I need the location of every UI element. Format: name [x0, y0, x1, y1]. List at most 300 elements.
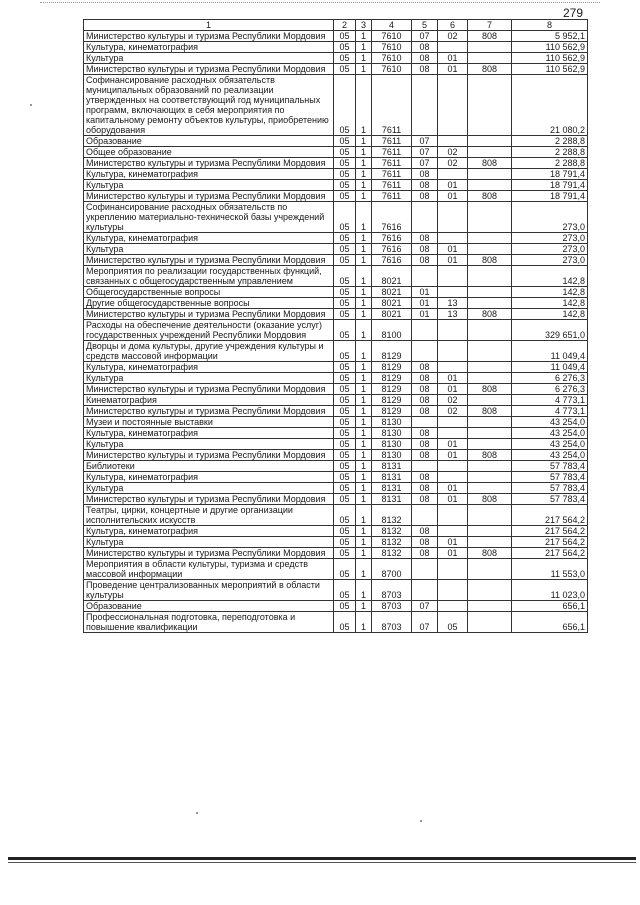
subsection-code: [438, 169, 468, 180]
code-cell: 1: [356, 266, 372, 287]
ministry-code: [468, 439, 512, 450]
code-cell: 05: [334, 580, 356, 601]
target-code: 7616: [372, 244, 412, 255]
section-code: [412, 75, 438, 136]
column-header: 3: [356, 20, 372, 31]
section-code: 01: [412, 298, 438, 309]
row-name: Культура: [84, 53, 334, 64]
ministry-code: [468, 298, 512, 309]
code-cell: 05: [334, 428, 356, 439]
row-name: Культура: [84, 483, 334, 494]
ministry-code: [468, 472, 512, 483]
subsection-code: 01: [438, 537, 468, 548]
target-code: 7611: [372, 158, 412, 169]
target-code: 8130: [372, 450, 412, 461]
row-name: Расходы на обеспечение деятельности (оказание услуг) государственных учреждений Республики Мордовия: [84, 320, 334, 341]
code-cell: 05: [334, 417, 356, 428]
table-row: [84, 42, 588, 53]
row-name: Министерство культуры и туризма Республики Мордовия: [84, 548, 334, 559]
code-cell: 05: [334, 75, 356, 136]
section-code: 01: [412, 309, 438, 320]
subsection-code: [438, 505, 468, 526]
row-name: Культура, кинематография: [84, 428, 334, 439]
section-code: 07: [412, 612, 438, 633]
amount: 217 564,2: [512, 526, 588, 537]
amount: 110 562,9: [512, 64, 588, 75]
subsection-code: [438, 580, 468, 601]
code-cell: 05: [334, 64, 356, 75]
amount: 57 783,4: [512, 472, 588, 483]
target-code: 8132: [372, 537, 412, 548]
subsection-code: [438, 472, 468, 483]
code-cell: 1: [356, 233, 372, 244]
target-code: 8131: [372, 461, 412, 472]
subsection-code: [438, 559, 468, 580]
ministry-code: 808: [468, 309, 512, 320]
section-code: [412, 580, 438, 601]
scan-speck: [420, 820, 422, 822]
code-cell: 1: [356, 406, 372, 417]
column-header: 1: [84, 20, 334, 31]
code-cell: 05: [334, 255, 356, 266]
ministry-code: [468, 202, 512, 233]
ministry-code: [468, 233, 512, 244]
target-code: 8703: [372, 612, 412, 633]
code-cell: 1: [356, 320, 372, 341]
bottom-scan-border: [8, 857, 636, 860]
target-code: 7616: [372, 202, 412, 233]
subsection-code: 01: [438, 244, 468, 255]
amount: 273,0: [512, 233, 588, 244]
code-cell: 05: [334, 505, 356, 526]
target-code: 8129: [372, 395, 412, 406]
amount: 142,8: [512, 309, 588, 320]
table-row: [84, 341, 588, 362]
section-code: 08: [412, 548, 438, 559]
subsection-code: 01: [438, 180, 468, 191]
subsection-code: [438, 136, 468, 147]
section-code: 07: [412, 601, 438, 612]
table-row: [84, 417, 588, 428]
row-name: Культура, кинематография: [84, 472, 334, 483]
amount: 2 288,8: [512, 147, 588, 158]
table-row: [84, 494, 588, 505]
subsection-code: 01: [438, 548, 468, 559]
amount: 217 564,2: [512, 548, 588, 559]
code-cell: 1: [356, 472, 372, 483]
code-cell: 1: [356, 612, 372, 633]
ministry-code: [468, 53, 512, 64]
row-name: Министерство культуры и туризма Республики Мордовия: [84, 384, 334, 395]
code-cell: 05: [334, 53, 356, 64]
ministry-code: [468, 417, 512, 428]
ministry-code: [468, 612, 512, 633]
code-cell: 1: [356, 548, 372, 559]
section-code: 08: [412, 450, 438, 461]
table-row: [84, 373, 588, 384]
section-code: [412, 559, 438, 580]
column-header: 5: [412, 20, 438, 31]
code-cell: 05: [334, 362, 356, 373]
ministry-code: 808: [468, 384, 512, 395]
target-code: 8700: [372, 559, 412, 580]
code-cell: 1: [356, 505, 372, 526]
table-row: [84, 428, 588, 439]
code-cell: 05: [334, 559, 356, 580]
table-row: [84, 202, 588, 233]
page-number: 279: [563, 6, 584, 20]
subsection-code: 05: [438, 612, 468, 633]
subsection-code: [438, 320, 468, 341]
amount: 6 276,3: [512, 373, 588, 384]
code-cell: 05: [334, 494, 356, 505]
table-row: [84, 136, 588, 147]
ministry-code: 808: [468, 191, 512, 202]
subsection-code: [438, 266, 468, 287]
amount: 11 049,4: [512, 341, 588, 362]
amount: 5 952,1: [512, 31, 588, 42]
subsection-code: 13: [438, 298, 468, 309]
table-row: [84, 559, 588, 580]
row-name: Софинансирование расходных обязательств муниципальных образований по реализации утвержденных на соответствующий год муниципальных программ, включающих в себя мероприятия по капитальному ремонту объектов культуры, приобретению оборудования: [84, 75, 334, 136]
subsection-code: 02: [438, 147, 468, 158]
column-header: 7: [468, 20, 512, 31]
code-cell: 1: [356, 483, 372, 494]
code-cell: 05: [334, 373, 356, 384]
table-row: [84, 537, 588, 548]
section-code: 08: [412, 428, 438, 439]
ministry-code: [468, 266, 512, 287]
amount: 11 049,4: [512, 362, 588, 373]
table-row: [84, 472, 588, 483]
subsection-code: [438, 287, 468, 298]
table-row: [84, 191, 588, 202]
code-cell: 1: [356, 580, 372, 601]
row-name: Культура, кинематография: [84, 233, 334, 244]
code-cell: 1: [356, 75, 372, 136]
row-name: Софинансирование расходных обязательств по укреплению материально-технической базы учреждений культуры: [84, 202, 334, 233]
subsection-code: 01: [438, 191, 468, 202]
section-code: [412, 461, 438, 472]
row-name: Образование: [84, 136, 334, 147]
amount: 110 562,9: [512, 53, 588, 64]
table-row: [84, 450, 588, 461]
code-cell: 05: [334, 31, 356, 42]
section-code: 08: [412, 191, 438, 202]
code-cell: 05: [334, 341, 356, 362]
row-name: Культура: [84, 373, 334, 384]
section-code: 08: [412, 362, 438, 373]
ministry-code: [468, 362, 512, 373]
ministry-code: [468, 428, 512, 439]
table-row: [84, 384, 588, 395]
ministry-code: [468, 461, 512, 472]
ministry-code: [468, 601, 512, 612]
amount: 11 023,0: [512, 580, 588, 601]
section-code: [412, 505, 438, 526]
code-cell: 1: [356, 362, 372, 373]
code-cell: 05: [334, 406, 356, 417]
table-row: [84, 483, 588, 494]
target-code: 7610: [372, 31, 412, 42]
table-row: [84, 75, 588, 136]
target-code: 7610: [372, 42, 412, 53]
row-name: Культура, кинематография: [84, 362, 334, 373]
section-code: [412, 417, 438, 428]
row-name: Другие общегосударственные вопросы: [84, 298, 334, 309]
code-cell: 1: [356, 559, 372, 580]
code-cell: 1: [356, 191, 372, 202]
code-cell: 1: [356, 373, 372, 384]
amount: 43 254,0: [512, 450, 588, 461]
table-row: [84, 395, 588, 406]
amount: 57 783,4: [512, 494, 588, 505]
code-cell: 1: [356, 537, 372, 548]
top-scan-edge: [40, 2, 600, 3]
subsection-code: [438, 601, 468, 612]
ministry-code: [468, 559, 512, 580]
amount: 2 288,8: [512, 158, 588, 169]
row-name: Проведение централизованных мероприятий в области культуры: [84, 580, 334, 601]
table-row: [84, 233, 588, 244]
row-name: Министерство культуры и туризма Республики Мордовия: [84, 494, 334, 505]
target-code: 8021: [372, 266, 412, 287]
table-row: [84, 53, 588, 64]
ministry-code: [468, 526, 512, 537]
ministry-code: [468, 373, 512, 384]
subsection-code: 01: [438, 450, 468, 461]
code-cell: 1: [356, 255, 372, 266]
amount: 217 564,2: [512, 537, 588, 548]
code-cell: 05: [334, 287, 356, 298]
table-row: [84, 526, 588, 537]
section-code: 08: [412, 537, 438, 548]
code-cell: 1: [356, 298, 372, 309]
row-name: Образование: [84, 601, 334, 612]
target-code: 7611: [372, 180, 412, 191]
code-cell: 05: [334, 298, 356, 309]
subsection-code: [438, 202, 468, 233]
column-header: 6: [438, 20, 468, 31]
code-cell: 1: [356, 601, 372, 612]
code-cell: 1: [356, 202, 372, 233]
code-cell: 1: [356, 64, 372, 75]
column-header: 4: [372, 20, 412, 31]
section-code: 08: [412, 180, 438, 191]
ministry-code: [468, 341, 512, 362]
code-cell: 05: [334, 309, 356, 320]
bottom-scan-border-thin: [8, 862, 636, 863]
amount: 142,8: [512, 266, 588, 287]
code-cell: 1: [356, 244, 372, 255]
row-name: Культура, кинематография: [84, 169, 334, 180]
subsection-code: 01: [438, 384, 468, 395]
table-row: [84, 287, 588, 298]
amount: 273,0: [512, 202, 588, 233]
amount: 18 791,4: [512, 180, 588, 191]
row-name: Библиотеки: [84, 461, 334, 472]
ministry-code: 808: [468, 158, 512, 169]
code-cell: 1: [356, 428, 372, 439]
code-cell: 05: [334, 266, 356, 287]
table-row: [84, 548, 588, 559]
code-cell: 05: [334, 169, 356, 180]
code-cell: 05: [334, 191, 356, 202]
target-code: 8130: [372, 428, 412, 439]
code-cell: 1: [356, 180, 372, 191]
subsection-code: 01: [438, 64, 468, 75]
amount: 142,8: [512, 298, 588, 309]
ministry-code: [468, 244, 512, 255]
ministry-code: [468, 180, 512, 191]
subsection-code: 02: [438, 31, 468, 42]
budget-table: [83, 19, 588, 633]
section-code: 07: [412, 136, 438, 147]
ministry-code: [468, 169, 512, 180]
row-name: Министерство культуры и туризма Республики Мордовия: [84, 450, 334, 461]
code-cell: 05: [334, 450, 356, 461]
row-name: Министерство культуры и туризма Республики Мордовия: [84, 191, 334, 202]
target-code: 8129: [372, 373, 412, 384]
amount: 273,0: [512, 255, 588, 266]
subsection-code: [438, 461, 468, 472]
amount: 43 254,0: [512, 428, 588, 439]
amount: 4 773,1: [512, 406, 588, 417]
amount: 11 553,0: [512, 559, 588, 580]
ministry-code: 808: [468, 255, 512, 266]
subsection-code: [438, 362, 468, 373]
row-name: Культура, кинематография: [84, 526, 334, 537]
table-row: [84, 406, 588, 417]
subsection-code: [438, 42, 468, 53]
code-cell: 1: [356, 341, 372, 362]
code-cell: 1: [356, 417, 372, 428]
target-code: 8703: [372, 601, 412, 612]
row-name: Министерство культуры и туризма Республики Мордовия: [84, 406, 334, 417]
subsection-code: 01: [438, 373, 468, 384]
section-code: 08: [412, 384, 438, 395]
target-code: 8021: [372, 309, 412, 320]
code-cell: 05: [334, 42, 356, 53]
code-cell: 05: [334, 601, 356, 612]
target-code: 8100: [372, 320, 412, 341]
target-code: 7611: [372, 136, 412, 147]
code-cell: 1: [356, 384, 372, 395]
row-name: Министерство культуры и туризма Республики Мордовия: [84, 64, 334, 75]
amount: 329 651,0: [512, 320, 588, 341]
subsection-code: 02: [438, 395, 468, 406]
target-code: 8021: [372, 298, 412, 309]
column-header: 2: [334, 20, 356, 31]
amount: 110 562,9: [512, 42, 588, 53]
subsection-code: [438, 233, 468, 244]
subsection-code: [438, 428, 468, 439]
code-cell: 05: [334, 180, 356, 191]
subsection-code: 01: [438, 439, 468, 450]
target-code: 8129: [372, 341, 412, 362]
target-code: 8131: [372, 472, 412, 483]
table-row: [84, 612, 588, 633]
section-code: [412, 202, 438, 233]
code-cell: 05: [334, 472, 356, 483]
ministry-code: [468, 320, 512, 341]
row-name: Культура: [84, 180, 334, 191]
ministry-code: [468, 75, 512, 136]
ministry-code: 808: [468, 64, 512, 75]
code-cell: 05: [334, 233, 356, 244]
subsection-code: [438, 526, 468, 537]
row-name: Музеи и постоянные выставки: [84, 417, 334, 428]
code-cell: 1: [356, 450, 372, 461]
ministry-code: 808: [468, 31, 512, 42]
ministry-code: [468, 537, 512, 548]
table-row: [84, 601, 588, 612]
section-code: 01: [412, 287, 438, 298]
code-cell: 1: [356, 439, 372, 450]
table-row: [84, 244, 588, 255]
row-name: Дворцы и дома культуры, другие учреждения культуры и средств массовой информации: [84, 341, 334, 362]
amount: 656,1: [512, 601, 588, 612]
row-name: Культура, кинематография: [84, 42, 334, 53]
section-code: [412, 341, 438, 362]
table-body: [84, 31, 588, 633]
amount: 2 288,8: [512, 136, 588, 147]
target-code: 8132: [372, 548, 412, 559]
amount: 6 276,3: [512, 384, 588, 395]
code-cell: 05: [334, 537, 356, 548]
section-code: 07: [412, 158, 438, 169]
table-row: [84, 147, 588, 158]
code-cell: 1: [356, 287, 372, 298]
subsection-code: 02: [438, 406, 468, 417]
target-code: 7611: [372, 75, 412, 136]
code-cell: 05: [334, 320, 356, 341]
row-name: Общее образование: [84, 147, 334, 158]
ministry-code: 808: [468, 406, 512, 417]
ministry-code: 808: [468, 548, 512, 559]
section-code: 08: [412, 439, 438, 450]
target-code: 8130: [372, 417, 412, 428]
row-name: Министерство культуры и туризма Республики Мордовия: [84, 31, 334, 42]
amount: 18 791,4: [512, 169, 588, 180]
code-cell: 05: [334, 526, 356, 537]
code-cell: 1: [356, 309, 372, 320]
row-name: Общегосударственные вопросы: [84, 287, 334, 298]
section-code: 07: [412, 31, 438, 42]
code-cell: 1: [356, 53, 372, 64]
target-code: 8132: [372, 505, 412, 526]
ministry-code: [468, 42, 512, 53]
section-code: 08: [412, 255, 438, 266]
table-row: [84, 362, 588, 373]
section-code: 08: [412, 53, 438, 64]
amount: 57 783,4: [512, 483, 588, 494]
table-row: [84, 320, 588, 341]
amount: 21 080,2: [512, 75, 588, 136]
section-code: [412, 320, 438, 341]
code-cell: 05: [334, 384, 356, 395]
section-code: 08: [412, 64, 438, 75]
amount: 273,0: [512, 244, 588, 255]
code-cell: 05: [334, 461, 356, 472]
code-cell: 1: [356, 494, 372, 505]
row-name: Культура: [84, 439, 334, 450]
code-cell: 1: [356, 147, 372, 158]
row-name: Кинематография: [84, 395, 334, 406]
section-code: 08: [412, 244, 438, 255]
amount: 656,1: [512, 612, 588, 633]
scan-speck: [30, 104, 32, 106]
